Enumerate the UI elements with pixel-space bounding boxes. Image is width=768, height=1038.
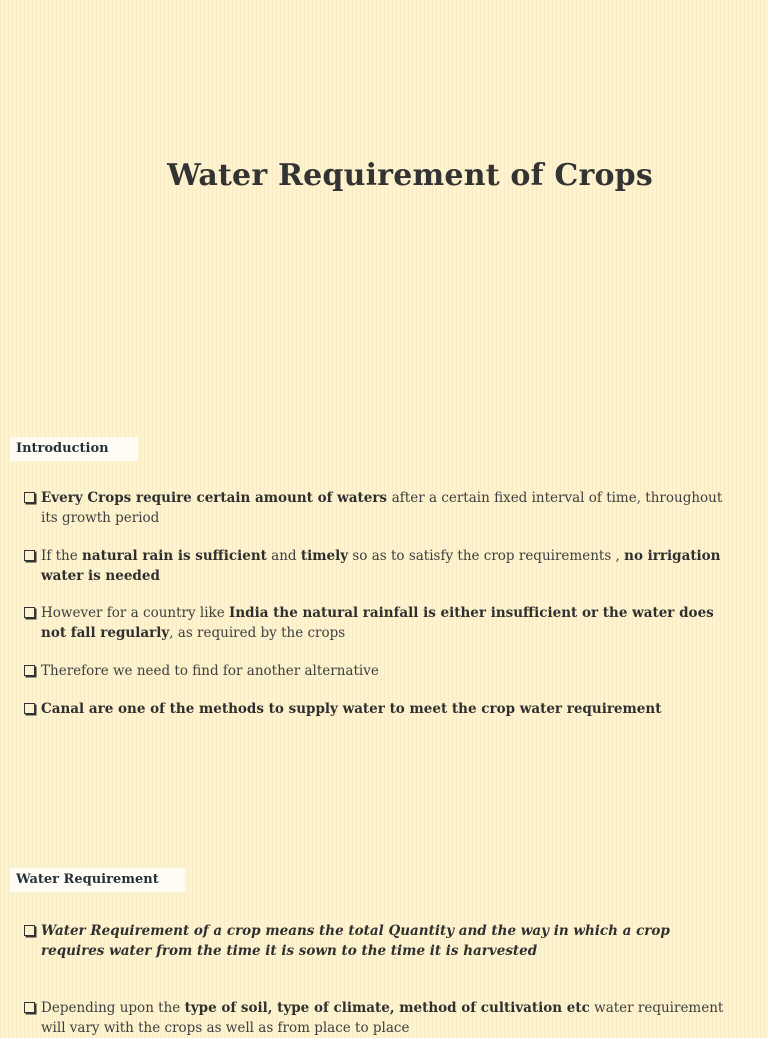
bullet-item <box>24 700 724 720</box>
page-title: Water Requirement of Crops <box>167 158 653 193</box>
bullet-item <box>24 489 724 528</box>
checkbox-bullet-icon <box>24 607 35 618</box>
bullet-item <box>24 922 724 961</box>
bullet-item <box>24 604 724 643</box>
checkbox-bullet-icon <box>24 550 35 561</box>
bullet-text: If the natural rain is sufficient and timely so as to satisfy the crop requirements , no irrigation water is needed <box>41 548 721 584</box>
section-label-water-requirement: Water Requirement <box>10 868 185 892</box>
checkbox-bullet-icon <box>24 925 35 936</box>
section-label-introduction: Introduction <box>10 437 138 461</box>
checkbox-bullet-icon <box>24 703 35 714</box>
bullet-item <box>24 999 724 1038</box>
checkbox-bullet-icon <box>24 1002 35 1013</box>
bullet-text: Every Crops require certain amount of waters after a certain fixed interval of time, throughout its growth period <box>41 490 723 526</box>
checkbox-bullet-icon <box>24 665 35 676</box>
bullet-text: Depending upon the type of soil, type of climate, method of cultivation etc water requirement will vary with the crops as well as from place to place <box>41 1000 724 1036</box>
bullet-item <box>24 662 724 682</box>
bullet-text: However for a country like India the natural rainfall is either insufficient or the water does not fall regularly, as required by the crops <box>41 605 714 641</box>
checkbox-bullet-icon <box>24 492 35 503</box>
bullet-item <box>24 547 724 586</box>
bullet-text: Therefore we need to find for another alternative <box>41 663 379 679</box>
bullet-text: Water Requirement of a crop means the total Quantity and the way in which a crop requires water from the time it is sown to the time it is harvested <box>41 923 670 959</box>
bullet-text: Canal are one of the methods to supply water to meet the crop water requirement <box>41 701 662 717</box>
